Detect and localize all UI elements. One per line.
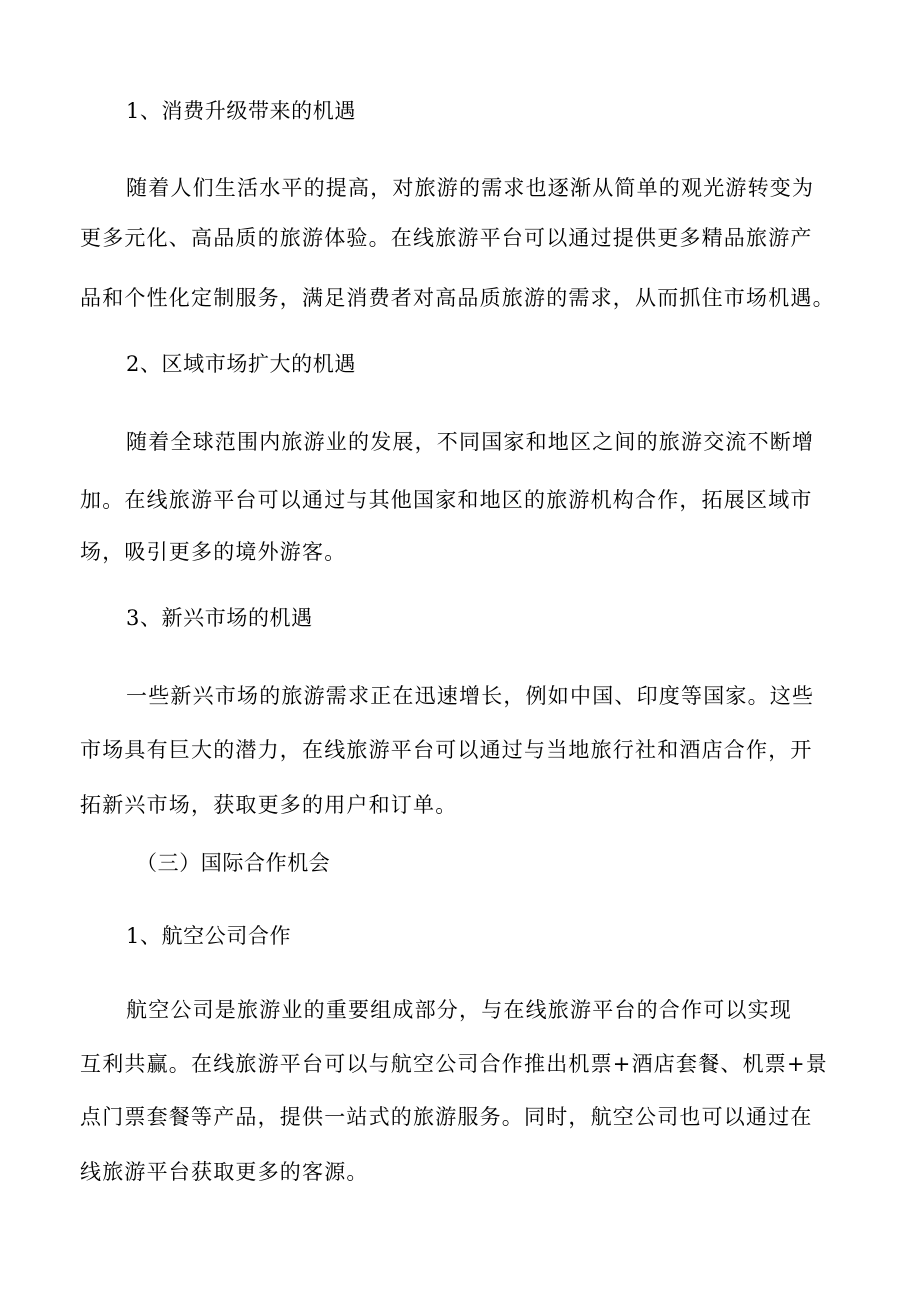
paragraph-line: 线旅游平台获取更多的客源。 (80, 1160, 369, 1184)
paragraph-line: 随着全球范围内旅游业的发展，不同国家和地区之间的旅游交流不断增 (126, 430, 815, 454)
section-heading-international-cooperation: （三）国际合作机会 (136, 851, 331, 875)
paragraph-line: 场，吸引更多的境外游客。 (80, 540, 347, 564)
section-heading-airline-cooperation: 1、航空公司合作 (126, 924, 292, 948)
paragraph-line: 航空公司是旅游业的重要组成部分，与在线旅游平台的合作可以实现 (126, 998, 792, 1022)
paragraph-line: 品和个性化定制服务，满足消费者对高品质旅游的需求，从而抓住市场机遇。 (80, 286, 835, 310)
paragraph-line: 更多元化、高品质的旅游体验。在线旅游平台可以通过提供更多精品旅游产 (80, 226, 813, 250)
section-heading-consumption-upgrade: 1、消费升级带来的机遇 (126, 99, 356, 123)
paragraph-line: 互利共赢。在线旅游平台可以与航空公司合作推出机票+酒店套餐、机票+景 (80, 1052, 828, 1076)
paragraph-line: 随着人们生活水平的提高，对旅游的需求也逐渐从简单的观光游转变为 (126, 176, 815, 200)
paragraph-line: 一些新兴市场的旅游需求正在迅速增长，例如中国、印度等国家。这些 (126, 684, 815, 708)
paragraph-line: 点门票套餐等产品，提供一站式的旅游服务。同时，航空公司也可以通过在 (80, 1105, 813, 1129)
section-heading-emerging-markets: 3、新兴市场的机遇 (126, 606, 313, 630)
paragraph-line: 拓新兴市场，获取更多的用户和订单。 (80, 793, 458, 817)
paragraph-line: 市场具有巨大的潜力，在线旅游平台可以通过与当地旅行社和酒店合作，开 (80, 738, 813, 762)
section-heading-regional-market: 2、区域市场扩大的机遇 (126, 352, 356, 376)
paragraph-line: 加。在线旅游平台可以通过与其他国家和地区的旅游机构合作，拓展区域市 (80, 488, 813, 512)
